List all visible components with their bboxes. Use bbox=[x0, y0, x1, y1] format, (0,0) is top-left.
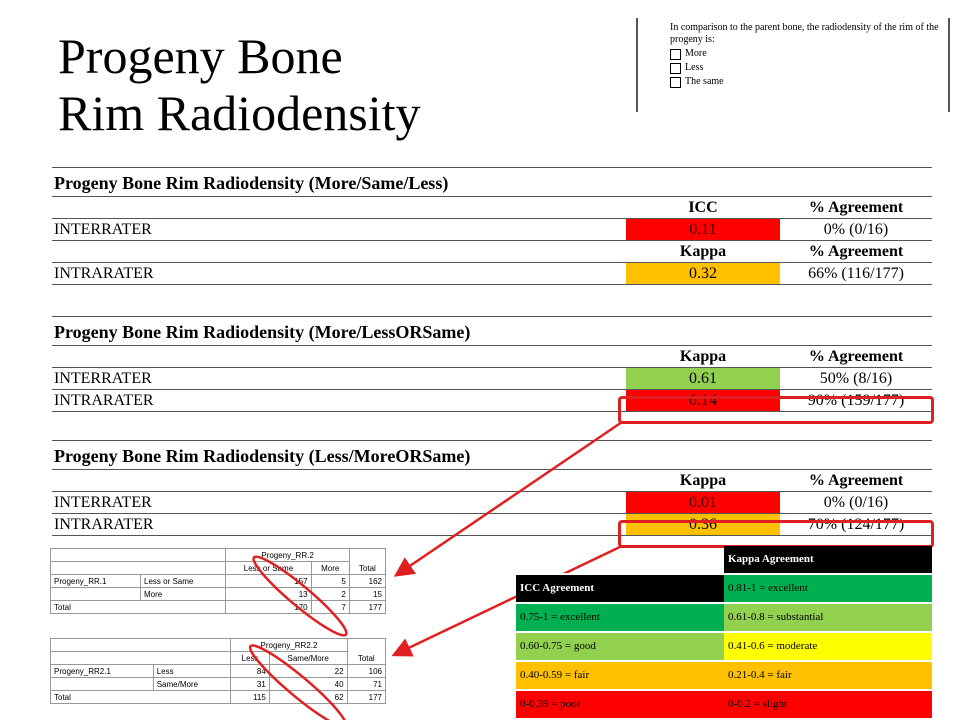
title-line-1: Progeny Bone bbox=[58, 28, 343, 84]
legend-item: 0-0.2 = slight bbox=[724, 691, 932, 720]
value-cell: 0.01 bbox=[626, 492, 780, 513]
table-row: INTRARATER 0.36 70% (124/177) bbox=[52, 514, 932, 536]
table-row: Kappa % Agreement bbox=[52, 470, 932, 492]
table-row: ICC % Agreement bbox=[52, 197, 932, 219]
value-cell: 0.11 bbox=[626, 219, 780, 240]
table-row: INTERRATER 0.11 0% (0/16) bbox=[52, 219, 932, 241]
kappa-legend-header: Kappa Agreement bbox=[724, 546, 932, 575]
table-row: INTERRATER 0.01 0% (0/16) bbox=[52, 492, 932, 514]
crosstab-2: Progeny_RR2.2 Total Less Same/More Progeny_RR2.1 Less 84 22 106 Same/More 31 40 71 Total 115 62 177 bbox=[50, 638, 386, 704]
icc-legend-header: ICC Agreement bbox=[516, 575, 724, 604]
table-header: Progeny Bone Rim Radiodensity (Less/MoreORSame) bbox=[52, 440, 932, 470]
legend-item: 0-0.39 = poor bbox=[516, 691, 724, 720]
table-header: Progeny Bone Rim Radiodensity (More/Same/Less) bbox=[52, 167, 932, 197]
table-row: INTRARATER 0.32 66% (116/177) bbox=[52, 263, 932, 285]
agreement-legend bbox=[516, 546, 932, 720]
legend-item: 0.75-1 = excellent bbox=[516, 604, 724, 633]
survey-question: In comparison to the parent bone, the radiodensity of the rim of the progeny is: bbox=[670, 22, 939, 45]
table-header: Progeny Bone Rim Radiodensity (More/LessORSame) bbox=[52, 316, 932, 346]
legend-item: 0.81-1 = excellent bbox=[724, 575, 932, 604]
crosstab-1: Progeny_RR.2 Total Less or Same More Progeny_RR.1 Less or Same 157 5 162 More 13 2 15 Total 170 7 177 bbox=[50, 548, 386, 614]
legend-item: 0.40-0.59 = fair bbox=[516, 662, 724, 691]
value-cell: 0.32 bbox=[626, 263, 780, 284]
legend-item: 0.61-0.8 = substantial bbox=[724, 604, 932, 633]
legend-item: 0.60-0.75 = good bbox=[516, 633, 724, 662]
crosstab-2-oval bbox=[244, 638, 352, 720]
legend-item: 0.41-0.6 = moderate bbox=[724, 633, 932, 662]
option-less[interactable]: Less bbox=[670, 62, 948, 74]
table-row: Kappa % Agreement bbox=[52, 241, 932, 263]
title-line-2: Rim Radiodensity bbox=[58, 85, 421, 141]
table-row: INTERRATER 0.61 50% (8/16) bbox=[52, 368, 932, 390]
table-row: Kappa % Agreement bbox=[52, 346, 932, 368]
option-more[interactable]: More bbox=[670, 48, 948, 60]
value-cell: 0.36 bbox=[626, 514, 780, 535]
value-cell: 0.14 bbox=[626, 390, 780, 411]
value-cell: 0.61 bbox=[626, 368, 780, 389]
option-same[interactable]: The same bbox=[670, 76, 948, 88]
table-row: INTRARATER 0.14 90% (159/177) bbox=[52, 390, 932, 412]
crosstab-1-oval bbox=[248, 550, 353, 642]
legend-item: 0.21-0.4 = fair bbox=[724, 662, 932, 691]
